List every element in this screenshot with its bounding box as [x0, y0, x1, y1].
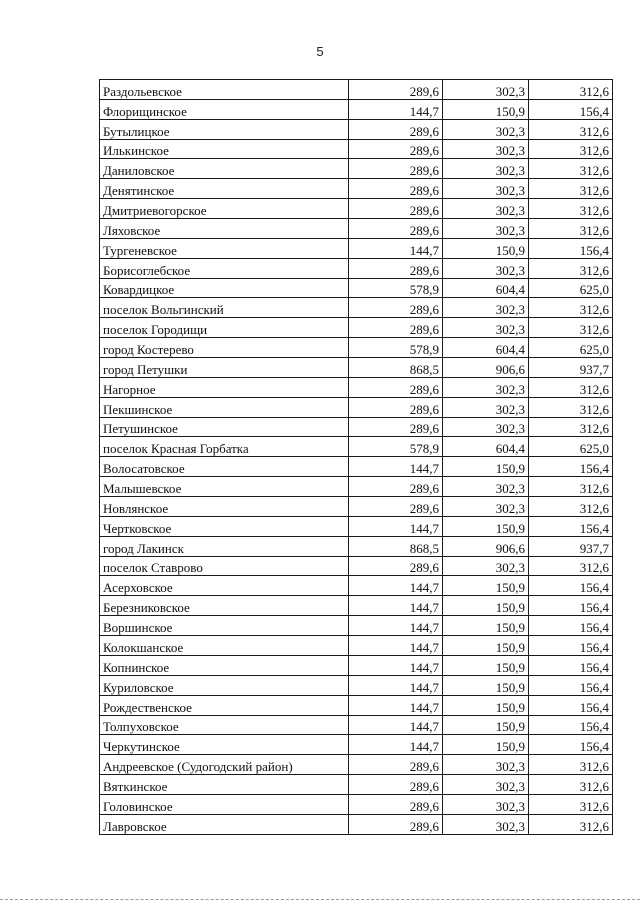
table-row: [100, 219, 613, 239]
municipality-name-cell: Черкутинское: [100, 735, 349, 755]
value-cell-3: 312,6: [529, 755, 613, 775]
value-cell-1: 144,7: [349, 516, 443, 536]
value-cell-2: 150,9: [443, 238, 529, 258]
value-cell-2: 150,9: [443, 457, 529, 477]
municipality-name-cell: Ляховское: [100, 219, 349, 239]
value-cell-3: 937,7: [529, 358, 613, 378]
value-cell-3: 156,4: [529, 636, 613, 656]
value-cell-2: 302,3: [443, 477, 529, 497]
municipality-name-cell: Воршинское: [100, 616, 349, 636]
value-cell-1: 144,7: [349, 715, 443, 735]
value-cell-3: 156,4: [529, 616, 613, 636]
municipality-name-cell: Бутылицкое: [100, 119, 349, 139]
value-cell-2: 302,3: [443, 755, 529, 775]
municipality-name-cell: Волосатовское: [100, 457, 349, 477]
value-cell-2: 302,3: [443, 775, 529, 795]
value-cell-2: 604,4: [443, 278, 529, 298]
value-cell-3: 156,4: [529, 99, 613, 119]
value-cell-1: 289,6: [349, 814, 443, 834]
municipality-name-cell: Чертковское: [100, 516, 349, 536]
table-row: [100, 636, 613, 656]
value-cell-2: 302,3: [443, 556, 529, 576]
table-row: [100, 516, 613, 536]
municipality-name-cell: Копнинское: [100, 655, 349, 675]
value-cell-1: 144,7: [349, 735, 443, 755]
value-cell-1: 144,7: [349, 616, 443, 636]
table-row: [100, 794, 613, 814]
municipality-name-cell: Колокшанское: [100, 636, 349, 656]
value-cell-2: 150,9: [443, 576, 529, 596]
value-cell-1: 289,6: [349, 377, 443, 397]
table-row: [100, 199, 613, 219]
value-cell-3: 312,6: [529, 377, 613, 397]
value-cell-3: 312,6: [529, 199, 613, 219]
municipality-name-cell: Илькинское: [100, 139, 349, 159]
table-row: [100, 556, 613, 576]
value-cell-3: 156,4: [529, 735, 613, 755]
table-row: [100, 695, 613, 715]
value-cell-1: 289,6: [349, 417, 443, 437]
value-cell-1: 289,6: [349, 794, 443, 814]
value-cell-3: 312,6: [529, 179, 613, 199]
municipality-name-cell: Пекшинское: [100, 397, 349, 417]
table-row: [100, 417, 613, 437]
value-cell-2: 302,3: [443, 497, 529, 517]
municipality-name-cell: Куриловское: [100, 675, 349, 695]
value-cell-2: 302,3: [443, 199, 529, 219]
value-cell-2: 604,4: [443, 338, 529, 358]
table-row: [100, 536, 613, 556]
value-cell-3: 312,6: [529, 794, 613, 814]
municipality-name-cell: Ковардицкое: [100, 278, 349, 298]
value-cell-2: 150,9: [443, 715, 529, 735]
table-row: [100, 238, 613, 258]
value-cell-2: 302,3: [443, 814, 529, 834]
table-row: [100, 437, 613, 457]
table-row: [100, 755, 613, 775]
value-cell-3: 312,6: [529, 556, 613, 576]
value-cell-2: 302,3: [443, 179, 529, 199]
table-row: [100, 715, 613, 735]
value-cell-3: 156,4: [529, 576, 613, 596]
municipality-name-cell: Лавровское: [100, 814, 349, 834]
value-cell-1: 289,6: [349, 159, 443, 179]
value-cell-3: 312,6: [529, 397, 613, 417]
value-cell-3: 312,6: [529, 417, 613, 437]
value-cell-1: 578,9: [349, 338, 443, 358]
value-cell-1: 144,7: [349, 695, 443, 715]
value-cell-1: 289,6: [349, 318, 443, 338]
municipality-name-cell: город Костерево: [100, 338, 349, 358]
value-cell-1: 289,6: [349, 556, 443, 576]
table-row: [100, 377, 613, 397]
table-row: [100, 159, 613, 179]
value-cell-1: 289,6: [349, 258, 443, 278]
municipality-name-cell: Андреевское (Судогодский район): [100, 755, 349, 775]
table-row: [100, 119, 613, 139]
table-row: [100, 655, 613, 675]
value-cell-1: 578,9: [349, 437, 443, 457]
value-cell-3: 156,4: [529, 655, 613, 675]
municipality-name-cell: Петушинское: [100, 417, 349, 437]
table-row: [100, 616, 613, 636]
table-row: [100, 298, 613, 318]
value-cell-2: 302,3: [443, 397, 529, 417]
value-cell-3: 156,4: [529, 457, 613, 477]
value-cell-1: 289,6: [349, 139, 443, 159]
value-cell-3: 156,4: [529, 238, 613, 258]
value-cell-1: 868,5: [349, 536, 443, 556]
value-cell-2: 150,9: [443, 735, 529, 755]
municipality-name-cell: Головинское: [100, 794, 349, 814]
table-row: [100, 318, 613, 338]
municipality-name-cell: Борисоглебское: [100, 258, 349, 278]
municipality-name-cell: поселок Красная Горбатка: [100, 437, 349, 457]
value-cell-2: 302,3: [443, 298, 529, 318]
value-cell-2: 302,3: [443, 119, 529, 139]
value-cell-3: 156,4: [529, 695, 613, 715]
municipality-name-cell: поселок Ставрово: [100, 556, 349, 576]
table-row: [100, 576, 613, 596]
value-cell-1: 144,7: [349, 457, 443, 477]
municipality-name-cell: Асерховское: [100, 576, 349, 596]
value-cell-2: 604,4: [443, 437, 529, 457]
table-row: [100, 80, 613, 100]
value-cell-3: 312,6: [529, 80, 613, 100]
value-cell-1: 868,5: [349, 358, 443, 378]
value-cell-1: 289,6: [349, 219, 443, 239]
value-cell-1: 144,7: [349, 576, 443, 596]
table-row: [100, 338, 613, 358]
value-cell-3: 156,4: [529, 675, 613, 695]
municipality-name-cell: поселок Городищи: [100, 318, 349, 338]
municipality-name-cell: поселок Вольгинский: [100, 298, 349, 318]
allocation-table: [99, 79, 613, 835]
value-cell-3: 156,4: [529, 516, 613, 536]
municipality-name-cell: Новлянское: [100, 497, 349, 517]
table-row: [100, 775, 613, 795]
value-cell-3: 312,6: [529, 119, 613, 139]
value-cell-2: 150,9: [443, 675, 529, 695]
municipality-name-cell: Дмитриевогорское: [100, 199, 349, 219]
value-cell-1: 289,6: [349, 775, 443, 795]
value-cell-1: 289,6: [349, 179, 443, 199]
table-row: [100, 735, 613, 755]
value-cell-3: 312,6: [529, 298, 613, 318]
value-cell-2: 150,9: [443, 99, 529, 119]
value-cell-1: 144,7: [349, 99, 443, 119]
value-cell-3: 625,0: [529, 437, 613, 457]
value-cell-1: 144,7: [349, 655, 443, 675]
value-cell-1: 144,7: [349, 636, 443, 656]
table-body: [100, 80, 613, 835]
municipality-name-cell: город Петушки: [100, 358, 349, 378]
value-cell-1: 289,6: [349, 755, 443, 775]
value-cell-2: 150,9: [443, 636, 529, 656]
table-row: [100, 477, 613, 497]
value-cell-2: 302,3: [443, 80, 529, 100]
municipality-name-cell: Флорищинское: [100, 99, 349, 119]
value-cell-3: 156,4: [529, 596, 613, 616]
municipality-name-cell: Рождественское: [100, 695, 349, 715]
value-cell-2: 150,9: [443, 516, 529, 536]
municipality-name-cell: город Лакинск: [100, 536, 349, 556]
municipality-name-cell: Даниловское: [100, 159, 349, 179]
value-cell-3: 312,6: [529, 775, 613, 795]
value-cell-2: 150,9: [443, 616, 529, 636]
table-row: [100, 457, 613, 477]
municipality-name-cell: Нагорное: [100, 377, 349, 397]
value-cell-1: 289,6: [349, 397, 443, 417]
municipality-name-cell: Толпуховское: [100, 715, 349, 735]
value-cell-1: 289,6: [349, 497, 443, 517]
table-row: [100, 258, 613, 278]
municipality-name-cell: Малышевское: [100, 477, 349, 497]
value-cell-2: 302,3: [443, 794, 529, 814]
value-cell-1: 144,7: [349, 675, 443, 695]
value-cell-1: 144,7: [349, 238, 443, 258]
table-row: [100, 497, 613, 517]
value-cell-2: 302,3: [443, 318, 529, 338]
scan-edge-line: [0, 899, 640, 900]
value-cell-3: 625,0: [529, 338, 613, 358]
table-row: [100, 397, 613, 417]
value-cell-2: 302,3: [443, 417, 529, 437]
value-cell-1: 144,7: [349, 596, 443, 616]
value-cell-2: 150,9: [443, 695, 529, 715]
value-cell-2: 150,9: [443, 596, 529, 616]
value-cell-2: 302,3: [443, 219, 529, 239]
value-cell-1: 289,6: [349, 119, 443, 139]
table-row: [100, 358, 613, 378]
value-cell-3: 312,6: [529, 497, 613, 517]
value-cell-1: 289,6: [349, 199, 443, 219]
value-cell-2: 302,3: [443, 377, 529, 397]
table-row: [100, 596, 613, 616]
municipality-name-cell: Денятинское: [100, 179, 349, 199]
value-cell-3: 312,6: [529, 139, 613, 159]
value-cell-1: 289,6: [349, 477, 443, 497]
table-row: [100, 675, 613, 695]
value-cell-3: 312,6: [529, 318, 613, 338]
value-cell-2: 906,6: [443, 536, 529, 556]
page-number: 5: [316, 44, 324, 59]
value-cell-2: 302,3: [443, 159, 529, 179]
value-cell-3: 312,6: [529, 477, 613, 497]
value-cell-2: 150,9: [443, 655, 529, 675]
value-cell-3: 312,6: [529, 159, 613, 179]
value-cell-3: 156,4: [529, 715, 613, 735]
table-row: [100, 99, 613, 119]
table-row: [100, 814, 613, 834]
value-cell-1: 578,9: [349, 278, 443, 298]
municipality-name-cell: Березниковское: [100, 596, 349, 616]
value-cell-1: 289,6: [349, 80, 443, 100]
value-cell-2: 302,3: [443, 258, 529, 278]
table-row: [100, 278, 613, 298]
value-cell-3: 625,0: [529, 278, 613, 298]
value-cell-3: 312,6: [529, 219, 613, 239]
value-cell-3: 312,6: [529, 258, 613, 278]
value-cell-3: 937,7: [529, 536, 613, 556]
table-row: [100, 179, 613, 199]
municipality-name-cell: Раздольевское: [100, 80, 349, 100]
municipality-name-cell: Тургеневское: [100, 238, 349, 258]
value-cell-1: 289,6: [349, 298, 443, 318]
value-cell-2: 906,6: [443, 358, 529, 378]
table-row: [100, 139, 613, 159]
municipality-name-cell: Вяткинское: [100, 775, 349, 795]
value-cell-2: 302,3: [443, 139, 529, 159]
value-cell-3: 312,6: [529, 814, 613, 834]
